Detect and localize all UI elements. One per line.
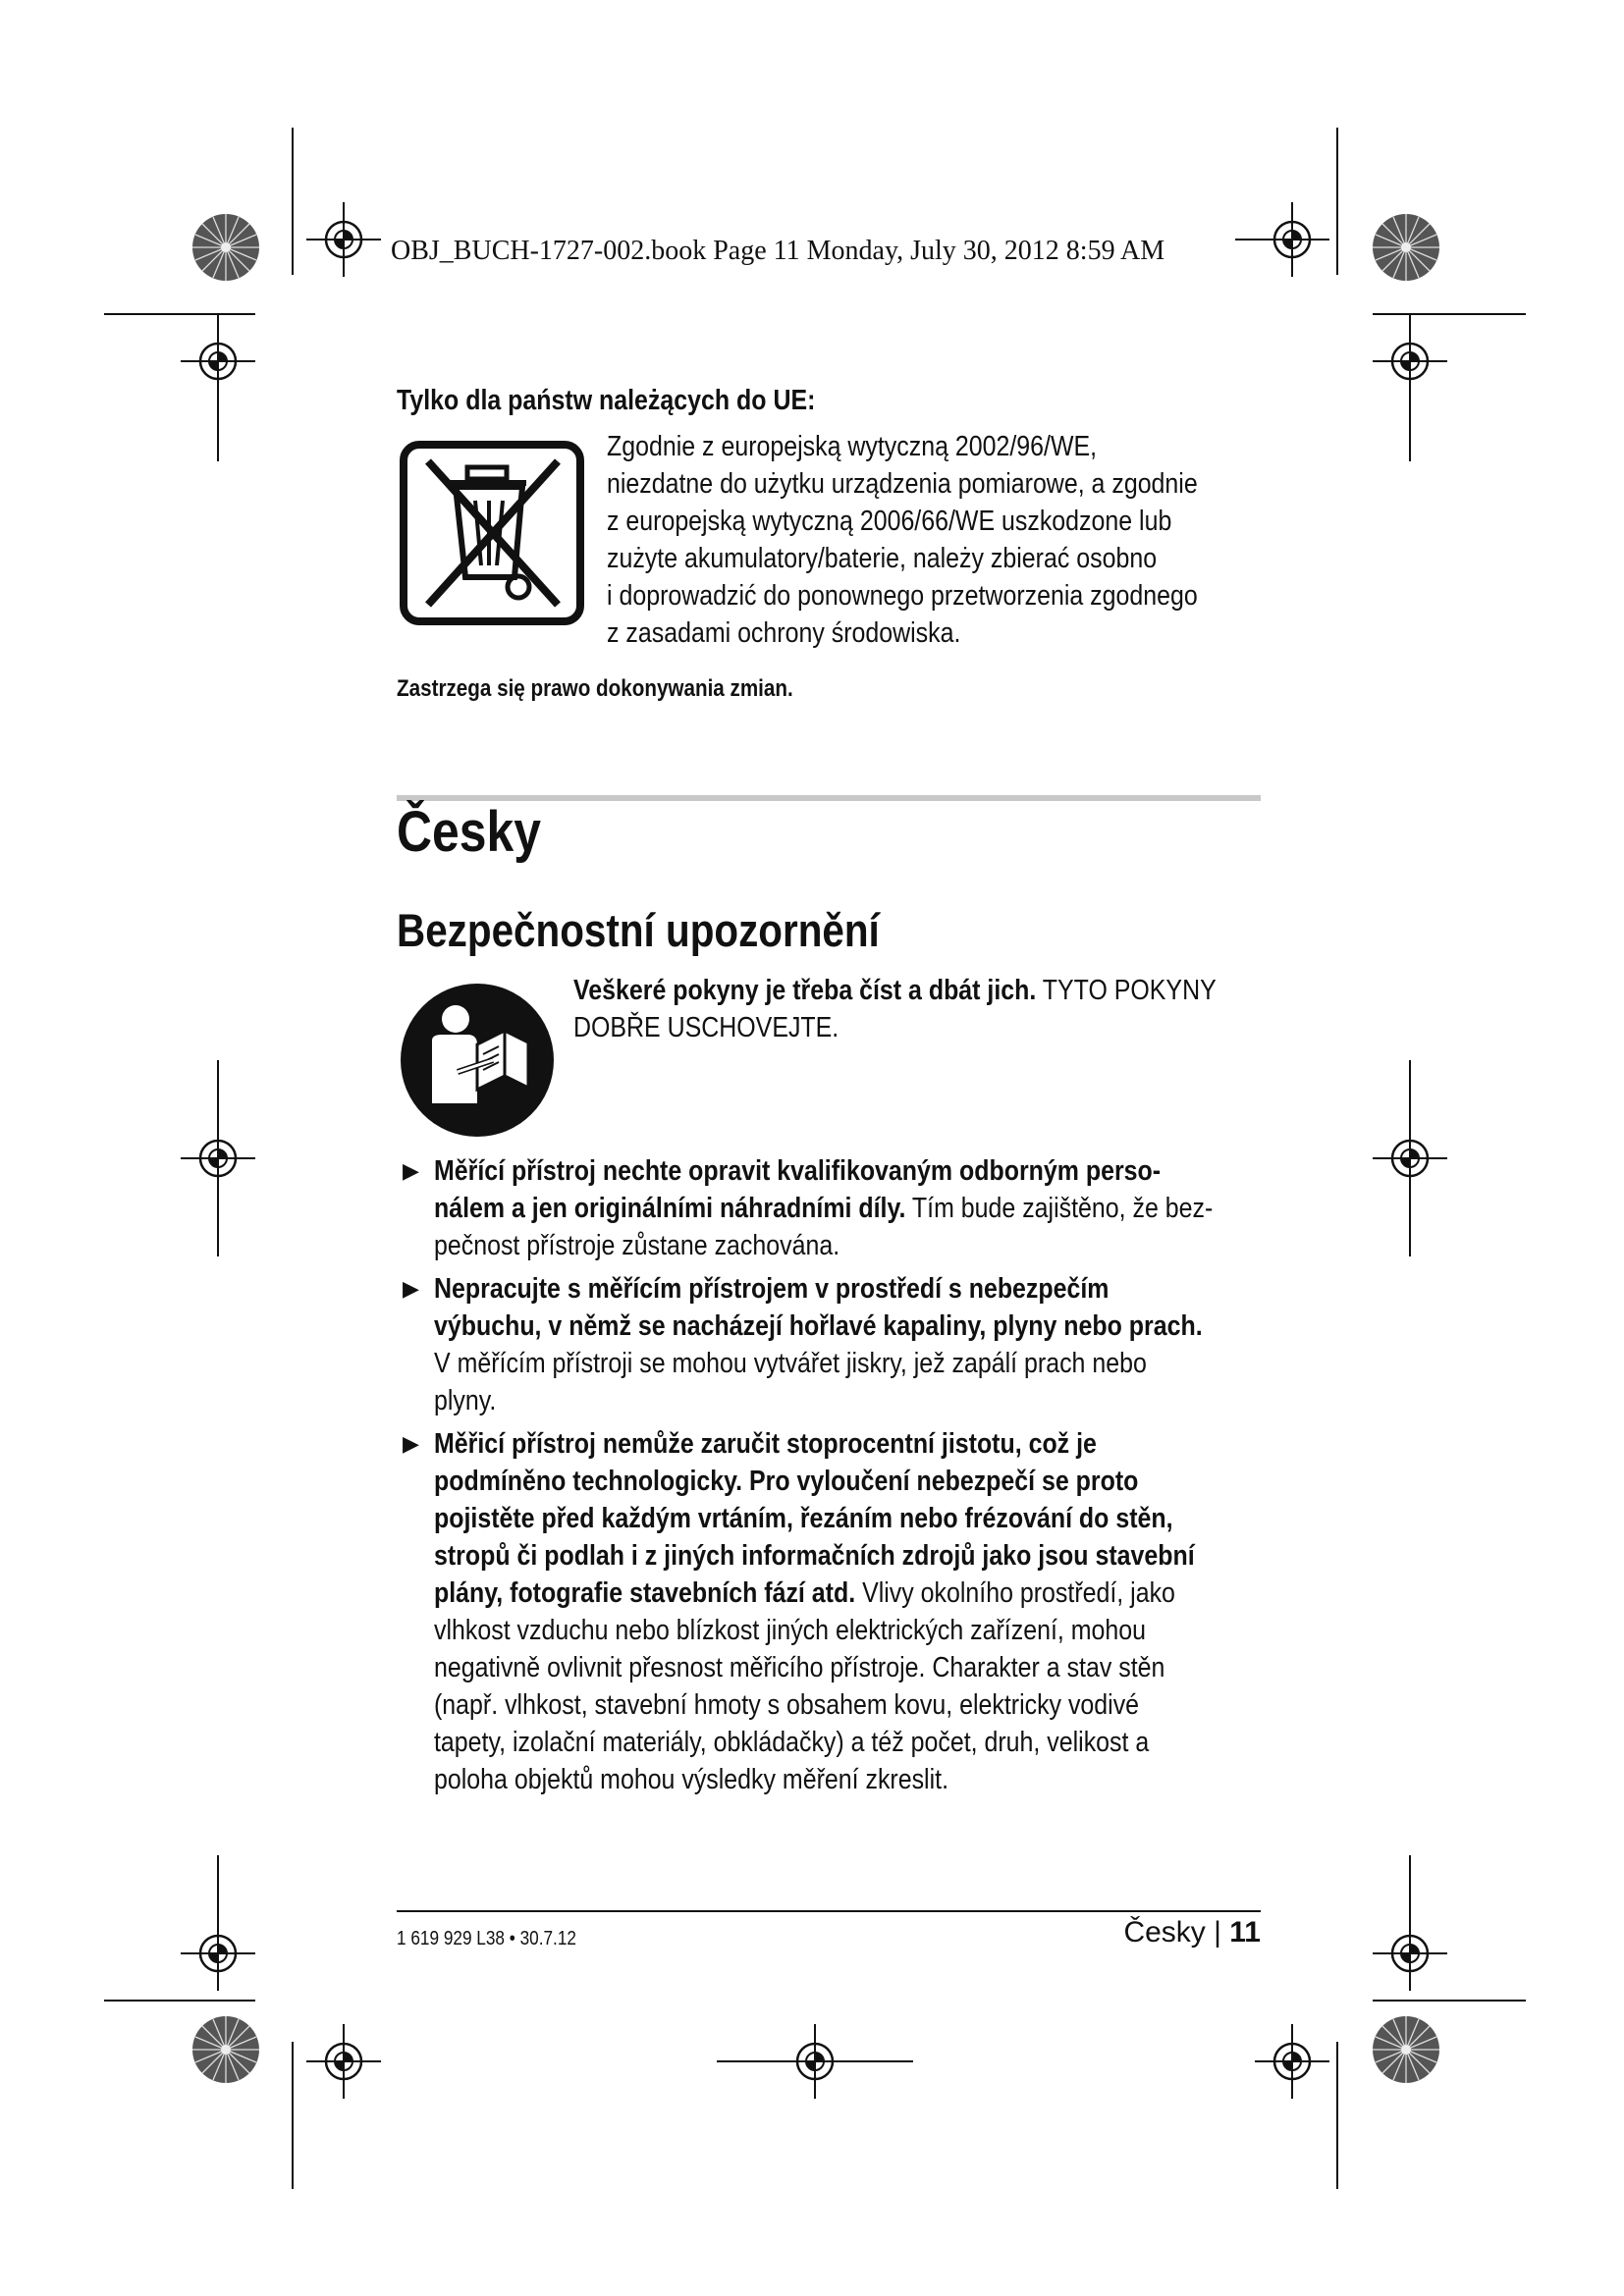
footer-doc-code: 1 619 929 L38 • 30.7.12: [397, 1928, 576, 1949]
safety-list: [403, 1152, 1296, 1804]
weee-line: zużyte akumulatory/baterie, należy zbierać osobno: [607, 543, 1158, 574]
footer-page-label: [1123, 1916, 1261, 1949]
read-manual-icon: [399, 982, 556, 1139]
weee-text: [607, 428, 1314, 652]
section-title: Česky: [397, 800, 541, 864]
weee-line: niezdatne do użytku urządzenia pomiarowe, a zgodnie: [607, 468, 1198, 500]
intro-line: DOBŘE USCHOVEJTE.: [573, 1012, 839, 1043]
change-notice: Zastrzega się prawo dokonywania zmian.: [397, 675, 793, 702]
footer-rule: [397, 1910, 1261, 1912]
weee-line: i doprowadzić do ponownego przetworzenia zgodnego: [607, 580, 1198, 612]
weee-line: z zasadami ochrony środowiska.: [607, 617, 961, 649]
list-item: ▶ Měřicí přístroj nemůže zaručit stoprocentní jistotu, což je podmíněno technologicky. Pro vyloučení nebezpečí se proto pojistěte před každým vrtáním, řezáním nebo frézování do stěn, stropů či podlah i z jiných informačních zdrojů jako jsou stavební plány, fotografie stavebních fází atd. Vlivy okolního prostředí, jako vlhkost vzduchu nebo blízkost jiných elektrických zařízení, mohou negativně ovlivnit přesnost měřicího přístroje. Charakter a stav stěn (např. vlhkost, stavební hmoty s obsahem kovu, elektricky vodivé tapety, izolační materiály, obkládačky) a též počet, druh, velikost a poloha objektů mohou výsledky měření zkreslit.: [403, 1425, 1296, 1798]
intro-rest: TYTO POKYNY: [1036, 975, 1217, 1006]
weee-line: z europejską wytyczną 2006/66/WE uszkodzone lub: [607, 506, 1172, 537]
list-item: ▶ Nepracujte s měřícím přístrojem v prostředí s nebezpečím výbuchu, v němž se nacházejí hořlavé kapaliny, plyny nebo prach. V měřícím přístroji se mohou vytvářet jiskry, jež zapálí prach nebo plyny.: [403, 1270, 1296, 1419]
bullet-triangle-icon: ▶: [403, 1158, 419, 1183]
page-number: 11: [1229, 1916, 1261, 1949]
footer-section: Česky: [1123, 1916, 1206, 1949]
list-item: ▶ Měřící přístroj nechte opravit kvalifikovaným odborným perso- nálem a jen originálními náhradními díly. Tím bude zajištěno, že bez- pečnost přístroje zůstane zachována.: [403, 1152, 1296, 1264]
book-slug-header: OBJ_BUCH-1727-002.book Page 11 Monday, July 30, 2012 8:59 AM: [391, 236, 1235, 275]
intro-bold: Veškeré pokyny je třeba číst a dbát jich.: [573, 975, 1037, 1006]
weee-line: Zgodnie z europejską wytyczną 2002/96/WE,: [607, 431, 1098, 462]
bullet-triangle-icon: ▶: [403, 1276, 419, 1301]
section-subtitle: Bezpečnostní upozornění: [397, 904, 880, 956]
footer-separator: |: [1205, 1916, 1230, 1949]
bullet-triangle-icon: ▶: [403, 1431, 419, 1456]
safety-intro: [573, 972, 1321, 1046]
crossed-out-wheelie-bin-icon: [399, 440, 585, 626]
weee-title: Tylko dla państw należących do UE:: [397, 385, 816, 416]
